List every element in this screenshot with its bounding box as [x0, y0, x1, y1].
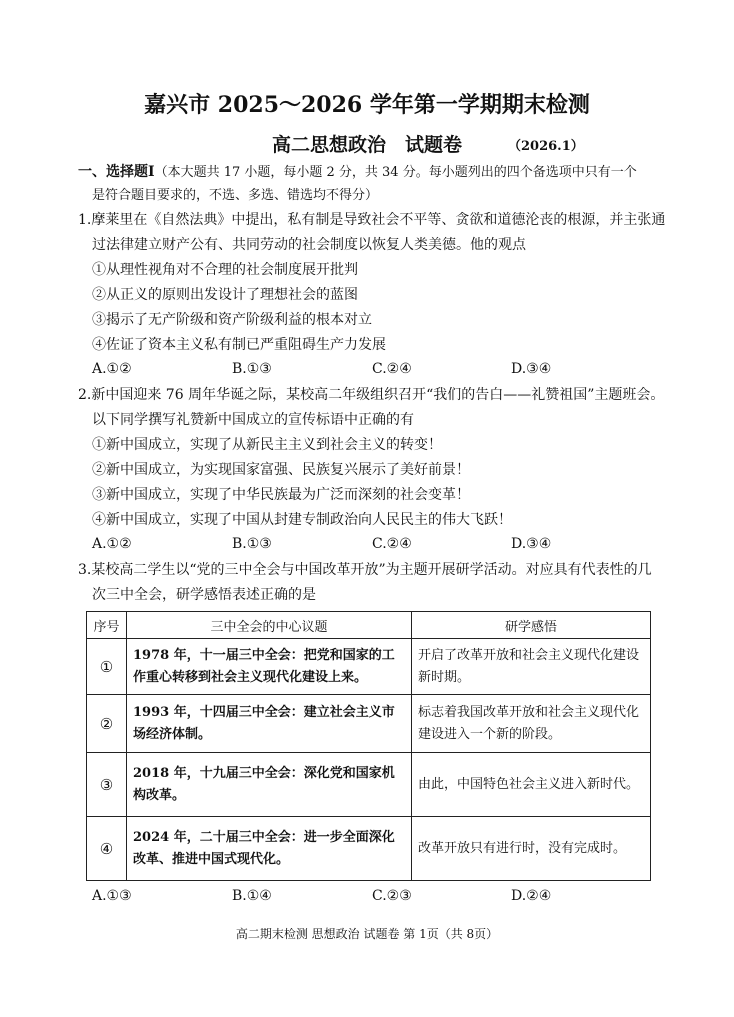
q2-item-3: ③新中国成立，实现了中华民族最为广泛而深刻的社会变革！	[92, 487, 470, 503]
q3-row-num: ②	[87, 695, 127, 753]
q3-row-insight: 由此，中国特色社会主义进入新时代。	[412, 753, 651, 817]
q3-row-insight: 开启了改革开放和社会主义现代化建设新时期。	[412, 639, 651, 695]
q3-stem-line2: 次三中全会，研学感悟表述正确的是	[92, 587, 316, 603]
table-row	[87, 753, 651, 817]
q3-row-insight: 标志着我国改革开放和社会主义现代化建设进入一个新的阶段。	[412, 695, 651, 753]
q3-col-header-num: 序号	[87, 612, 127, 639]
section-heading: 一、选择题Ⅰ	[78, 164, 155, 180]
q3-table	[86, 611, 651, 881]
q3-table-header-row	[87, 612, 651, 639]
section-note-line1: （本大题共 17 小题，每小题 2 分，共 34 分。每小题列出的四个备选项中只有一个	[154, 165, 637, 180]
q3-option-d: D.②④	[511, 888, 552, 904]
q1-stem-line2: 过法律建立财产公有、共同劳动的社会制度以恢复人类美德。他的观点	[92, 237, 526, 253]
q1-item-2: ②从正义的原则出发设计了理想社会的蓝图	[92, 287, 358, 303]
q3-row-topic: 2024 年，二十届三中全会：进一步全面深化改革、推进中国式现代化。	[127, 817, 412, 881]
q3-stem-line1: 3.某校高二学生以“党的三中全会与中国改革开放”为主题开展研学活动。对应具有代表性的几	[78, 562, 652, 578]
table-row	[87, 695, 651, 753]
exam-title: 嘉兴市 2025～2026 学年第一学期期末检测	[144, 92, 590, 118]
q1-item-4: ④佐证了资本主义私有制已严重阻碍生产力发展	[92, 337, 386, 353]
q3-row-num: ④	[87, 817, 127, 881]
q1-item-3: ③揭示了无产阶级和资产阶级利益的根本对立	[92, 312, 372, 328]
table-row	[87, 817, 651, 881]
q1-option-b: B.①③	[232, 361, 272, 377]
q2-option-b: B.①③	[232, 536, 272, 552]
q2-item-2: ②新中国成立，为实现国家富强、民族复兴展示了美好前景！	[92, 462, 470, 478]
exam-date: （2026.1）	[508, 139, 584, 154]
section-note-line2: 是符合题目要求的，不选、多选、错选均不得分）	[92, 188, 379, 203]
q3-row-topic: 1993 年，十四届三中全会：建立社会主义市场经济体制。	[127, 695, 412, 753]
q3-row-insight: 改革开放只有进行时，没有完成时。	[412, 817, 651, 881]
exam-subtitle: 高二思想政治 试题卷	[272, 134, 463, 156]
section-heading-line	[78, 163, 637, 182]
q3-option-b: B.①④	[232, 888, 272, 904]
q3-row-topic: 1978 年，十一届三中全会：把党和国家的工作重心转移到社会主义现代化建设上来。	[127, 639, 412, 695]
q2-item-1: ①新中国成立，实现了从新民主主义到社会主义的转变！	[92, 437, 442, 453]
q2-item-4: ④新中国成立，实现了中国从封建专制政治向人民民主的伟大飞跃！	[92, 512, 512, 528]
q1-stem-line1: 1.摩莱里在《自然法典》中提出，私有制是导致社会不平等、贪欲和道德沦丧的根源，并主张通	[78, 212, 666, 228]
q3-option-a: A.①③	[92, 888, 132, 904]
q1-item-1: ①从理性视角对不合理的社会制度展开批判	[92, 262, 358, 278]
q2-stem-line2: 以下同学撰写礼赞新中国成立的宣传标语中正确的有	[92, 412, 414, 428]
q1-option-c: C.②④	[372, 361, 412, 377]
q3-row-num: ③	[87, 753, 127, 817]
q3-col-header-topic: 三中全会的中心议题	[127, 612, 412, 639]
q2-option-d: D.③④	[511, 536, 552, 552]
q3-row-topic: 2018 年，十九届三中全会：深化党和国家机构改革。	[127, 753, 412, 817]
table-row	[87, 639, 651, 695]
q2-option-c: C.②④	[372, 536, 412, 552]
q3-row-num: ①	[87, 639, 127, 695]
q2-stem-line1: 2.新中国迎来 76 周年华诞之际，某校高二年级组织召开“我们的告白——礼赞祖国”主题班会。	[78, 387, 665, 403]
q3-col-header-insight: 研学感悟	[412, 612, 651, 639]
q3-option-c: C.②③	[372, 888, 412, 904]
q1-option-d: D.③④	[511, 361, 552, 377]
q1-option-a: A.①②	[92, 361, 132, 377]
page-footer: 高二期末检测 思想政治 试题卷 第 1页（共 8页）	[235, 927, 499, 941]
q2-option-a: A.①②	[92, 536, 132, 552]
